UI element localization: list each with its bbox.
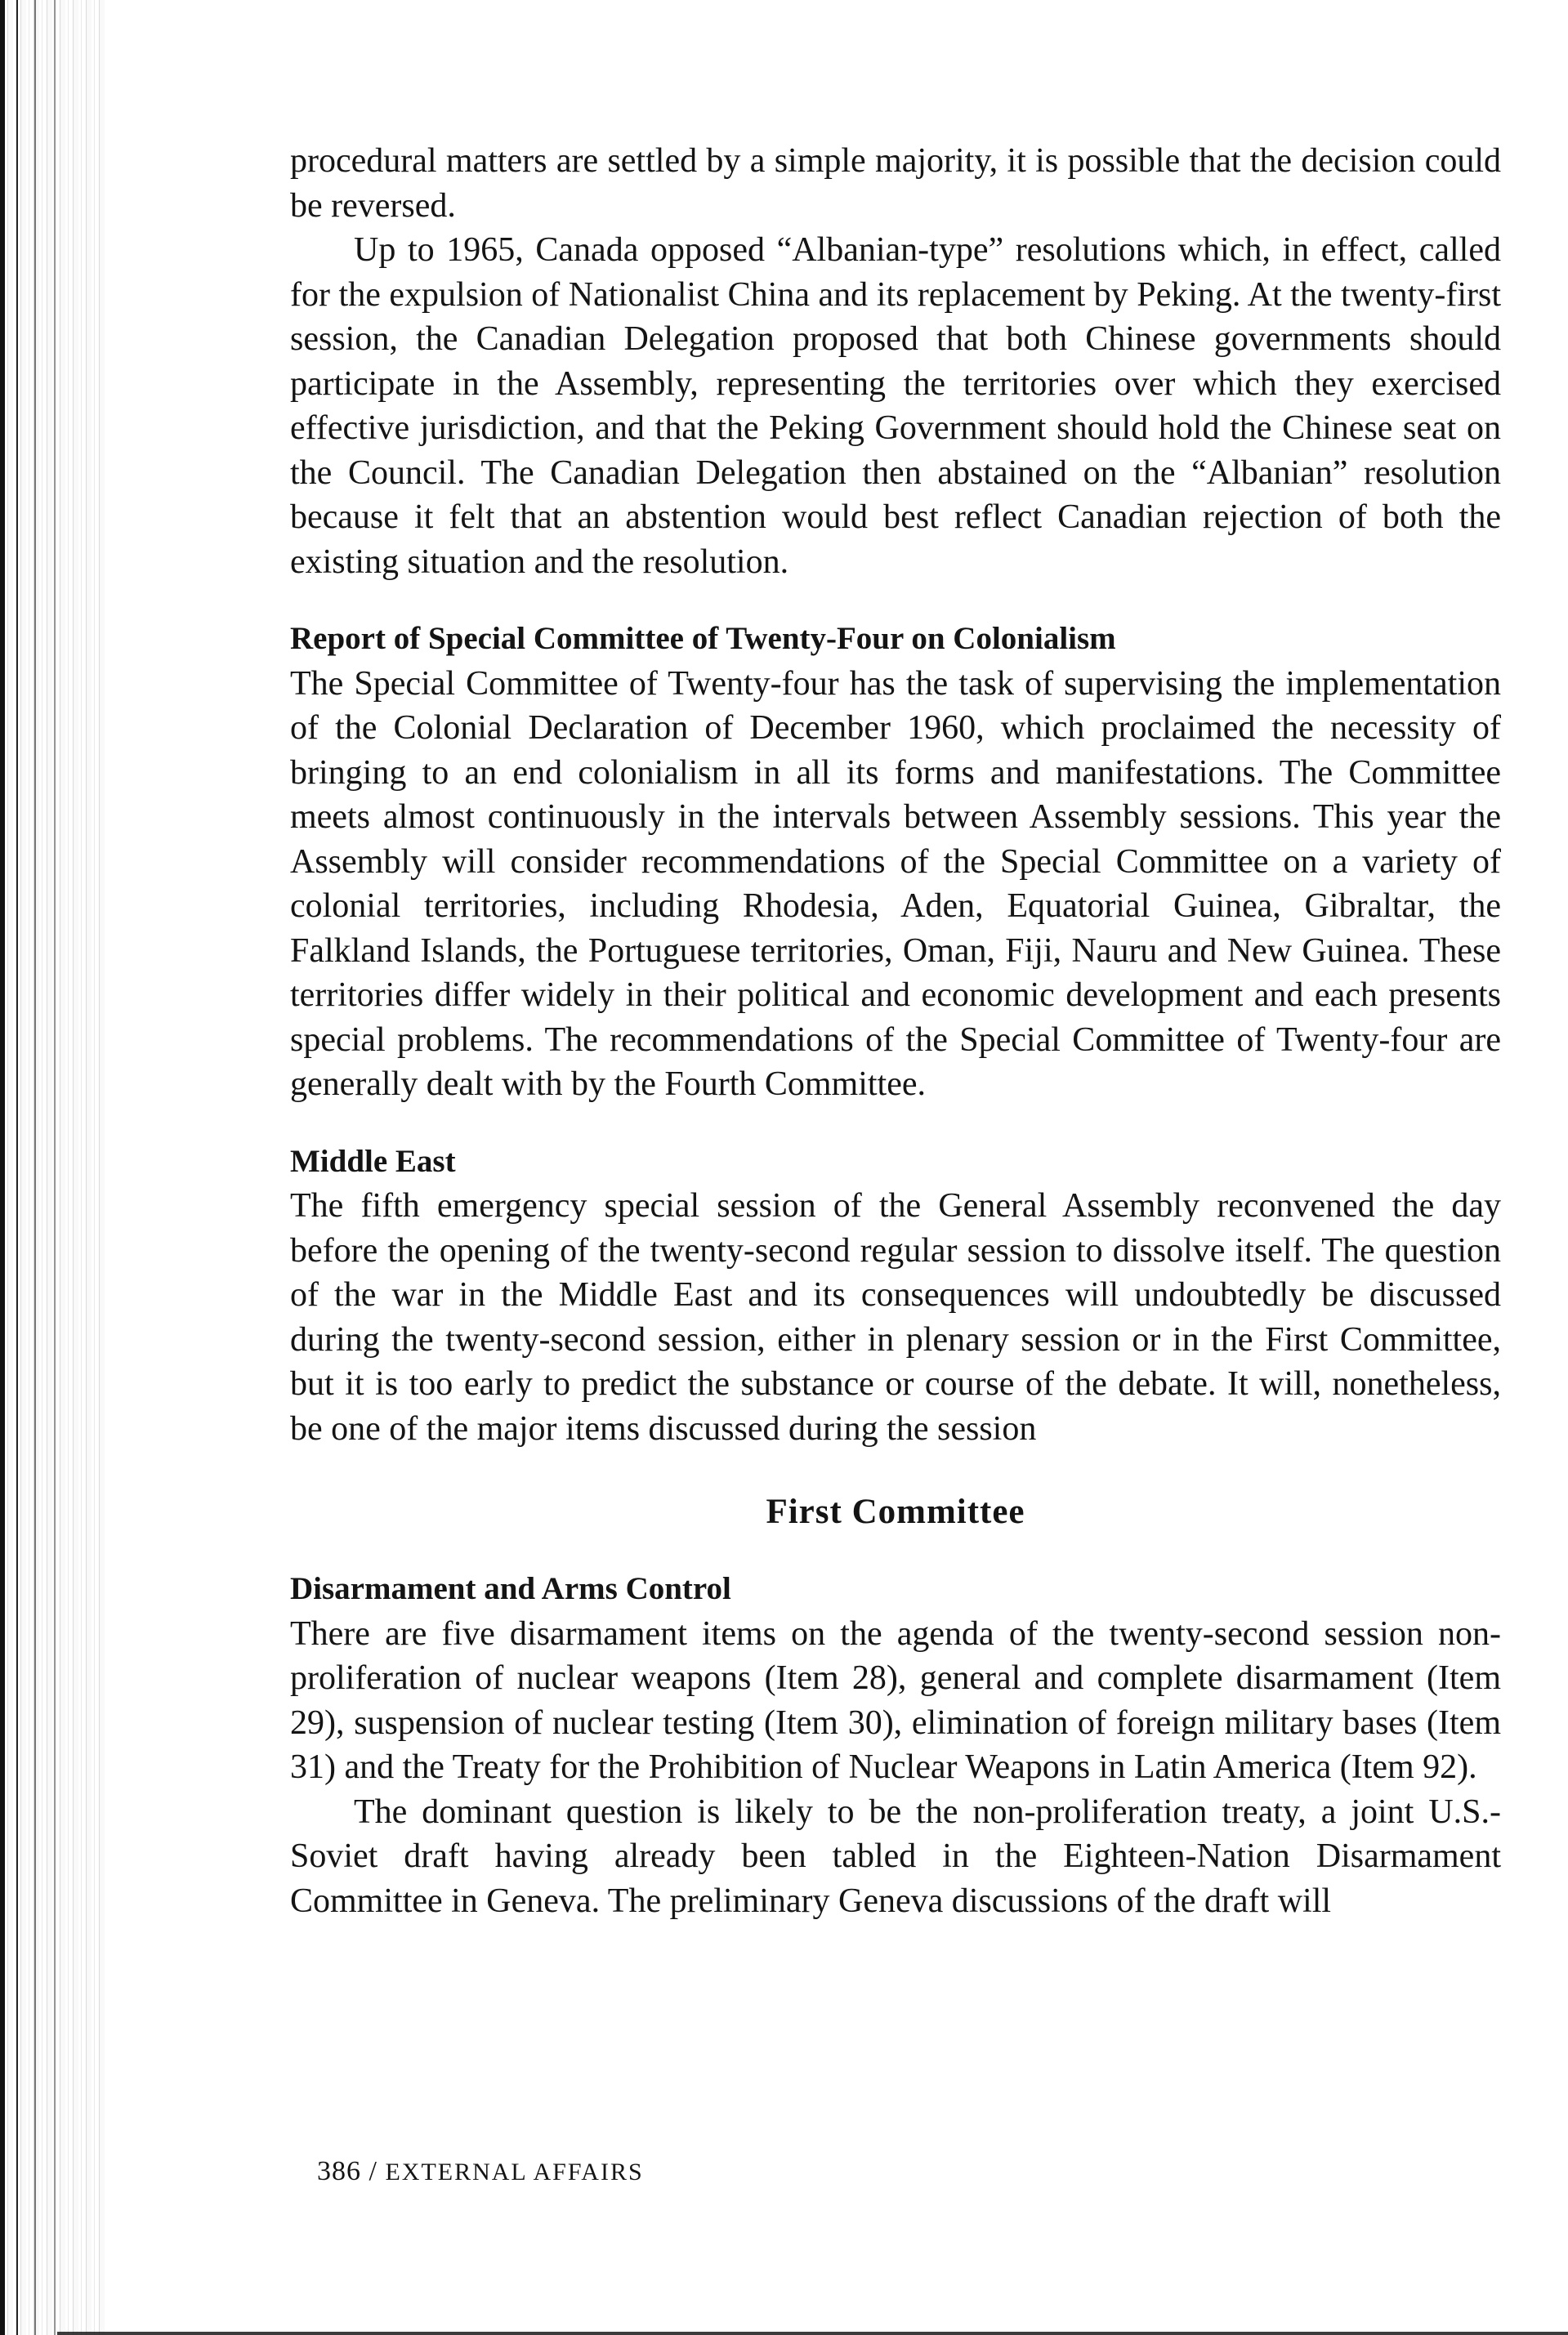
binding-line [54, 0, 56, 2335]
page-content [290, 139, 1501, 1923]
section-heading-colonialism: Report of Special Committee of Twenty-Four on Colonialism [290, 621, 1116, 656]
paragraph-middle-east: The fifth emergency special session of the General Assembly reconvened the day before the opening of the twenty-second regular session to dissolve itself. The question of the war in the Middle East and its consequences will undoubtedly be discussed during the twenty-second session, either in plenary session or in the First Committee, but it is too early to predict the substance or course of the debate. It will, nonetheless, be one of the major items discussed during the session [290, 1187, 1501, 1448]
paragraph: Up to 1965, Canada opposed “Albanian-type” resolutions which, in effect, called for the expulsion of Nationalist China and its replacement by Peking. At the twenty-first session, the Canadian Delegation proposed that both Chinese governments should participate in the Assembly, representing the territories over which they exercised effective jurisdiction, and that the Peking Government should hold the Chinese seat on the Council. The Canadian Delegation then abstained on the “Albanian” resolution because it felt that an abstention would best reflect Canadian rejection of both the existing situation and the resolution. [290, 231, 1501, 581]
paragraph-disarmament-continued: The dominant question is likely to be the non-proliferation treaty, a joint U.S.-Soviet draft having already been tabled in the Eighteen-Nation Disarmament Committee in Geneva. The preliminary Geneva discussions of the draft will [290, 1793, 1501, 1920]
chapter-title-first-committee: First Committee [766, 1493, 1025, 1531]
binding-dark-edge [0, 0, 5, 2335]
spacer [290, 584, 1501, 617]
paragraph-colonialism: The Special Committee of Twenty-four has the task of supervising the implementation of the Colonial Declaration of December 1960, which proclaimed the necessity of bringing to an end colonialism in all its forms and manifestations. The Committee meets almost continuously in the intervals between Assembly sessions. This year the Assembly will consider recommendations of the Special Committee on a variety of colonial territories, including Rhodesia, Aden, Equatorial Guinea, Gibraltar, the Falkland Islands, the Portuguese territories, Oman, Fiji, Nauru and New Guinea. These territories differ widely in their political and economic development and each presents special problems. The recommendations of the Special Committee of Twenty-four are generally dealt with by the Fourth Committee. [290, 664, 1501, 1103]
spacer [290, 1534, 1501, 1567]
page-bottom-edge [57, 2332, 1568, 2335]
page-number: 386 / [317, 2156, 377, 2186]
binding-line [16, 0, 18, 2335]
section-heading-disarmament: Disarmament and Arms Control [290, 1571, 731, 1606]
spacer [290, 1451, 1501, 1490]
publication-name: EXTERNAL AFFAIRS [385, 2159, 644, 2185]
paragraph: procedural matters are settled by a simple majority, it is possible that the decision could be reversed. [290, 142, 1501, 225]
section-heading-middle-east: Middle East [290, 1143, 456, 1179]
page-footer [317, 2155, 644, 2189]
paragraph-disarmament: There are five disarmament items on the agenda of the twenty-second session non-proliferation of nuclear weapons (Item 28), general and complete disarmament (Item 29), suspension of nuclear testing (Item 30), elimination of foreign military bases (Item 31) and the Treaty for the Prohibition of Nuclear Weapons in Latin America (Item 92). [290, 1614, 1501, 1786]
binding-line [34, 0, 36, 2335]
spacer [290, 1107, 1501, 1140]
